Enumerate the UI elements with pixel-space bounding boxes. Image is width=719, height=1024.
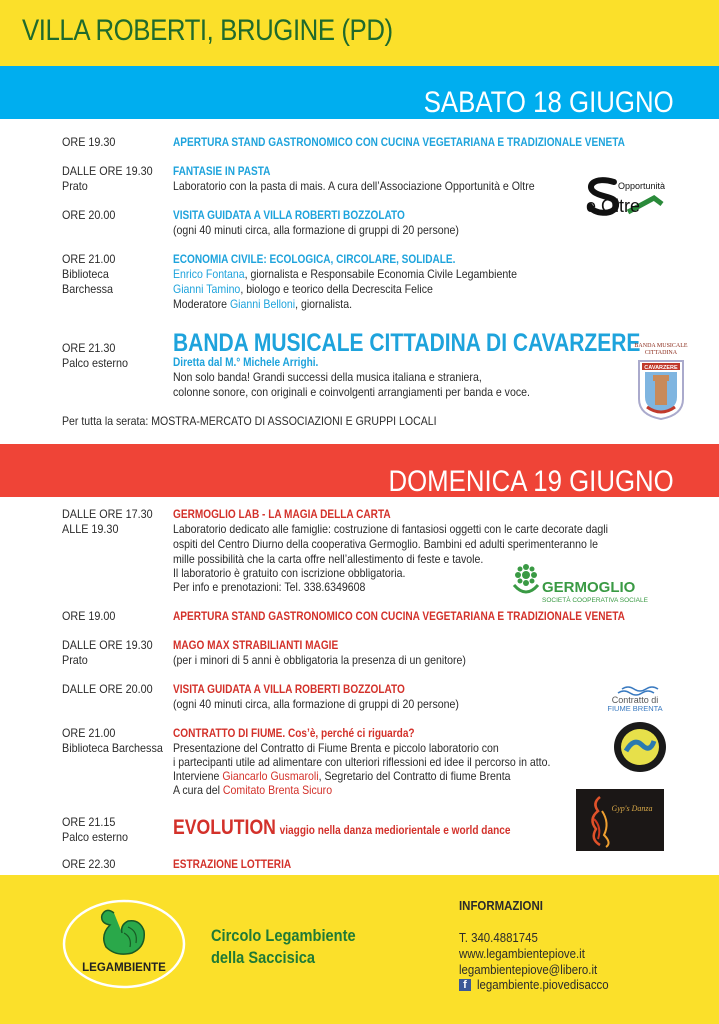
event-description: ospiti del Centro Diurno della cooperativa Germoglio. Bambini ed adulti sperimenteranno le (173, 537, 598, 551)
event-time: ALLE 19.30 (62, 522, 119, 536)
event-location: Prato (62, 653, 88, 667)
svg-text:FIUME BRENTA: FIUME BRENTA (607, 704, 663, 712)
event-time: DALLE ORE 19.30 (62, 164, 153, 178)
event-location: Palco esterno (62, 356, 129, 370)
svg-text:SOCIETÀ COOPERATIVA SOCIALE: SOCIETÀ COOPERATIVA SOCIALE (542, 597, 648, 604)
event-time: DALLE ORE 19.30 (62, 638, 153, 652)
event-description: Laboratorio dedicato alle famiglie: costruzione di fantasiosi oggetti con le carte decorate dagli (173, 522, 608, 536)
svg-text:Gyp's Danza: Gyp's Danza (611, 804, 653, 813)
facebook-icon: f (459, 979, 471, 991)
event-title: ESTRAZIONE LOTTERIA (173, 857, 292, 871)
event-subtitle: viaggio nella danza mediorientale e world dance (279, 823, 511, 837)
event-title: BANDA MUSICALE CITTADINA DI CAVARZERE (173, 329, 641, 357)
speaker-line (173, 282, 433, 297)
speaker-role: , giornalista e Responsabile Economia Civile Legambiente (244, 267, 517, 281)
event-subtitle: Diretta dal M.° Michele Arrighi. (173, 355, 319, 369)
event-title: CONTRATTO DI FIUME. Cos’è, perché ci riguarda? (173, 726, 415, 740)
event-description: colonne sonore, con originali e coinvolgenti arrangiamenti per banda e voce. (173, 385, 530, 399)
curator-line (173, 783, 332, 798)
info-website[interactable]: www.legambientepiove.it (459, 946, 585, 961)
event-title: FANTASIE IN PASTA (173, 164, 271, 178)
event-description: Il laboratorio è gratuito con iscrizione obbligatoria. (173, 566, 406, 580)
sunday-title: DOMENICA 19 GIUGNO (388, 465, 674, 498)
speaker-name: Gianni Tamino (173, 282, 241, 296)
event-description: mille possibilità che la carta offre nell’allestimento di feste e tavole. (173, 552, 484, 566)
event-time: ORE 21.30 (62, 341, 116, 355)
svg-text:CAVARZERE: CAVARZERE (644, 365, 678, 371)
event-time: ORE 19.00 (62, 609, 116, 623)
event-time: DALLE ORE 17.30 (62, 507, 153, 521)
speaker-line (173, 267, 517, 282)
contratto-fiume-logo (602, 684, 668, 712)
event-location: Biblioteca (62, 267, 109, 281)
event-time: DALLE ORE 20.00 (62, 682, 153, 696)
speaker-name: Gianni Belloni (229, 297, 296, 311)
saturday-title: SABATO 18 GIUGNO (424, 86, 674, 119)
event-time: ORE 21.15 (62, 815, 116, 829)
curator-prefix: A cura del (173, 783, 223, 797)
info-phone: T. 340.4881745 (459, 930, 538, 945)
event-title: APERTURA STAND GASTRONOMICO CON CUCINA VEGETARIANA E TRADIZIONALE VENETA (173, 135, 625, 149)
speaker-prefix: Moderatore (173, 297, 230, 311)
svg-text:e Oltre: e Oltre (586, 196, 641, 216)
event-time: ORE 21.00 (62, 252, 116, 266)
speaker-line (173, 769, 511, 784)
serata-note: Per tutta la serata: MOSTRA-MERCATO DI ASSOCIAZIONI E GRUPPI LOCALI (62, 414, 437, 428)
comitato-brenta-badge (612, 721, 668, 773)
speaker-name: Giancarlo Gusmaroli (222, 769, 319, 783)
evolution-line (173, 816, 510, 840)
event-description: (ogni 40 minuti circa, alla formazione di gruppi di 20 persone) (173, 697, 459, 711)
event-time: ORE 20.00 (62, 208, 116, 222)
svg-text:BANDA MUSICALE: BANDA MUSICALE (634, 343, 688, 349)
event-title: ECONOMIA CIVILE: ECOLOGICA, CIRCOLARE, SOLIDALE. (173, 252, 456, 266)
legambiente-logo (62, 899, 186, 989)
event-title: APERTURA STAND GASTRONOMICO CON CUCINA VEGETARIANA E TRADIZIONALE VENETA (173, 609, 625, 623)
event-title: GERMOGLIO LAB - LA MAGIA DELLA CARTA (173, 507, 391, 521)
curator-name: Comitato Brenta Sicuro (222, 783, 333, 797)
speaker-role: , giornalista. (295, 297, 353, 311)
svg-text:LEGAMBIENTE: LEGAMBIENTE (82, 962, 166, 974)
svg-text:Contratto di: Contratto di (611, 695, 659, 705)
event-location: Biblioteca Barchessa (62, 741, 163, 755)
speaker-prefix: Interviene (173, 769, 223, 783)
speaker-role: , Segretario del Contratto di fiume Brenta (318, 769, 511, 783)
info-email[interactable]: legambientepiove@libero.it (459, 962, 598, 977)
info-title: INFORMAZIONI (459, 898, 543, 913)
banda-cavarzere-logo (633, 339, 689, 421)
event-title: VISITA GUIDATA A VILLA ROBERTI BOZZOLATO (173, 682, 405, 696)
event-phone: Per info e prenotazioni: Tel. 338.6349608 (173, 580, 366, 594)
germoglio-logo (510, 563, 665, 605)
speaker-line (173, 297, 352, 312)
speaker-name: Enrico Fontana (173, 267, 245, 281)
svg-text:CITTADINA: CITTADINA (644, 350, 678, 356)
event-description: i partecipanti utile ad alimentare con ulteriori riflessioni ed idee il percorso in atto. (173, 755, 551, 769)
event-time: ORE 22.30 (62, 857, 116, 871)
event-description: Laboratorio con la pasta di mais. A cura dell’Associazione Opportunità e Oltre (173, 179, 535, 193)
event-title: EVOLUTION (173, 816, 276, 839)
event-location: Palco esterno (62, 830, 129, 844)
circolo-name: Circolo Legambiente (211, 926, 356, 945)
event-description: (ogni 40 minuti circa, alla formazione di gruppi di 20 persone) (173, 223, 459, 237)
speaker-role: , biologo e teorico della Decrescita Felice (240, 282, 433, 296)
opportunita-oltre-logo (584, 176, 666, 216)
event-location: Barchessa (62, 282, 114, 296)
event-description: Presentazione del Contratto di Fiume Brenta e piccolo laboratorio con (173, 741, 499, 755)
event-title: VISITA GUIDATA A VILLA ROBERTI BOZZOLATO (173, 208, 405, 222)
event-description: Non solo banda! Grandi successi della musica italiana e straniera, (173, 370, 482, 384)
event-location: Prato (62, 179, 88, 193)
event-description: (per i minori di 5 anni è obbligatoria la presenza di un genitore) (173, 653, 466, 667)
dance-logo (576, 789, 664, 851)
event-title: MAGO MAX STRABILIANTI MAGIE (173, 638, 339, 652)
venue-title: VILLA ROBERTI, BRUGINE (PD) (22, 14, 393, 47)
info-facebook[interactable]: legambiente.piovedisacco (477, 977, 609, 992)
event-time: ORE 21.00 (62, 726, 116, 740)
svg-text:Opportunità: Opportunità (618, 181, 666, 191)
event-time: ORE 19.30 (62, 135, 116, 149)
svg-text:GERMOGLIO: GERMOGLIO (542, 579, 636, 596)
circolo-name: della Saccisica (211, 948, 316, 967)
